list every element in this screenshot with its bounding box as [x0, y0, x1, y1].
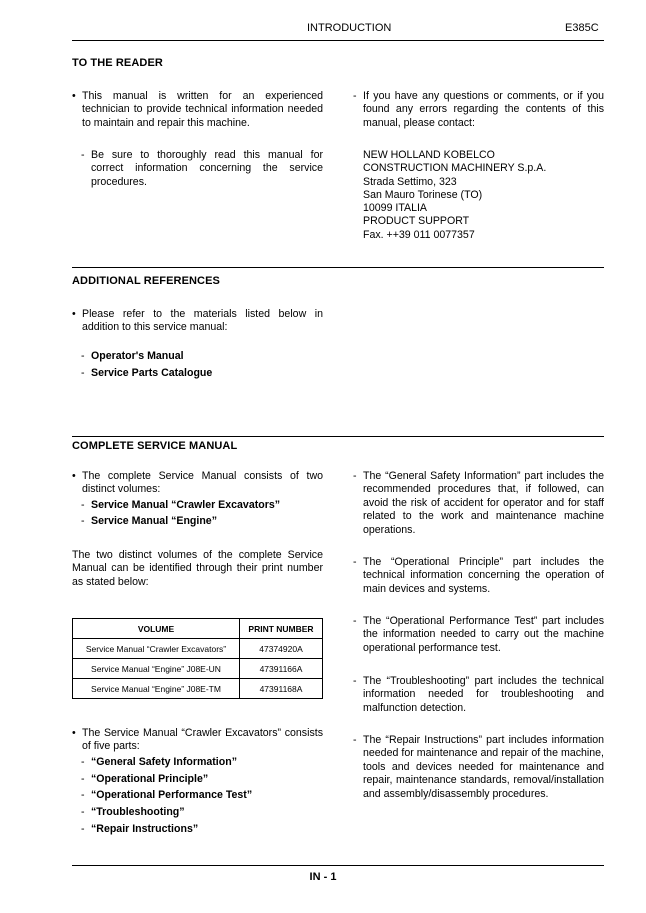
table-cell: 47374920A: [240, 639, 323, 659]
part-description-text: The “General Safety Information” part includes the recommended procedures that, if followed, can avoid the risk of accident for operator and for staff related to the work and maintenance machine operations.: [363, 470, 604, 536]
dash-marker: -: [81, 755, 85, 768]
list-item: Operator's Manual: [91, 350, 184, 362]
dash-marker: -: [353, 470, 357, 482]
table-cell: Service Manual “Engine” J08E-UN: [73, 659, 240, 679]
bullet-marker: •: [72, 470, 76, 482]
dash-marker: -: [81, 515, 85, 528]
bullet-marker: •: [72, 308, 76, 320]
parts-paragraph: [72, 727, 323, 837]
part-description: [353, 615, 604, 655]
reader-contact-text: If you have any questions or comments, or if you found any errors regarding the contents of this manual, please contact:: [363, 90, 604, 129]
identify-paragraph: The two distinct volumes of the complete Service Manual can be identified through their print number as stated below:: [72, 549, 323, 588]
part-description: [353, 470, 604, 537]
complete-intro: [72, 470, 323, 530]
dash-marker: -: [353, 734, 357, 746]
dash-marker: -: [81, 772, 85, 785]
reader-contact-paragraph: [353, 90, 604, 130]
dash-marker: -: [81, 149, 85, 161]
contact-line: 10099 ITALIA: [363, 202, 427, 215]
list-item: “Operational Principle”: [91, 772, 209, 785]
table-cell: Service Manual “Crawler Excavators”: [73, 639, 240, 659]
reader-read-text: Be sure to thoroughly read this manual for correct information concerning the service procedures.: [91, 149, 323, 188]
contact-address: [363, 149, 546, 242]
header-model: E385C: [565, 22, 599, 34]
table-header-row: [73, 619, 323, 639]
dash-marker: -: [353, 615, 357, 627]
header-rule: [72, 40, 604, 41]
section-heading-complete-service-manual: COMPLETE SERVICE MANUAL: [72, 440, 238, 452]
contact-line: Fax. ++39 011 0077357: [363, 228, 475, 241]
table-cell: Service Manual “Engine” J08E-TM: [73, 679, 240, 699]
part-description: [353, 734, 604, 801]
list-item: Service Parts Catalogue: [91, 366, 213, 379]
part-description-text: The “Troubleshooting” part includes the technical information needed for troubleshooting and malfunction detection.: [363, 675, 604, 714]
part-description-text: The “Operational Principle” part includes the technical information concerning the operation of main devices and systems.: [363, 556, 604, 595]
dash-marker: -: [81, 350, 85, 362]
dash-marker: -: [353, 90, 357, 102]
volume-table: [72, 618, 323, 699]
part-description-text: The “Repair Instructions” part includes information needed for maintenance and repair of the machine, tools and devices needed for maintenance and repair, maintenance standards, removal/installation and assembly/disassembly procedures.: [363, 734, 604, 800]
contact-line: PRODUCT SUPPORT: [363, 215, 470, 228]
section-heading-additional-references: ADDITIONAL REFERENCES: [72, 275, 220, 287]
table-row: [73, 639, 323, 659]
dash-marker: -: [81, 789, 85, 802]
column-header-print-number: PRINT NUMBER: [240, 619, 323, 639]
list-item: “Operational Performance Test”: [91, 789, 253, 802]
table-row: [73, 659, 323, 679]
part-description: [353, 556, 604, 596]
part-description: [353, 675, 604, 715]
dash-marker: -: [81, 366, 85, 379]
dash-marker: -: [81, 805, 85, 818]
reader-bullet-paragraph: [72, 90, 323, 130]
dash-marker: -: [81, 822, 85, 835]
footer-rule: [72, 865, 604, 866]
reader-dash-paragraph: [72, 149, 323, 189]
additional-intro: [72, 308, 323, 335]
part-description-text: The “Operational Performance Test” part includes the information needed to carry out the machine operational performance test.: [363, 615, 604, 654]
parts-intro-text: The Service Manual “Crawler Excavators” consists of five parts:: [82, 727, 323, 753]
dash-marker: -: [353, 556, 357, 568]
contact-line: CONSTRUCTION MACHINERY S.p.A.: [363, 162, 547, 175]
list-item: “Troubleshooting”: [91, 805, 185, 818]
section-rule: [72, 436, 604, 437]
table-cell: 47391168A: [240, 679, 323, 699]
list-item: Service Manual “Crawler Excavators”: [91, 498, 281, 511]
header-title: INTRODUCTION: [307, 22, 392, 34]
complete-intro-text: The complete Service Manual consists of two distinct volumes:: [82, 470, 323, 496]
dash-marker: -: [81, 498, 85, 511]
dash-marker: -: [353, 675, 357, 687]
additional-intro-text: Please refer to the materials listed below in addition to this service manual:: [82, 308, 323, 334]
bullet-marker: •: [72, 90, 76, 102]
additional-list: [72, 348, 323, 381]
contact-line: NEW HOLLAND KOBELCO: [363, 149, 495, 161]
list-item: Service Manual “Engine”: [91, 515, 217, 528]
contact-line: Strada Settimo, 323: [363, 175, 457, 188]
bullet-marker: •: [72, 727, 76, 739]
table-row: [73, 679, 323, 699]
section-rule: [72, 267, 604, 268]
contact-line: San Mauro Torinese (TO): [363, 188, 483, 201]
list-item: “General Safety Information”: [91, 755, 237, 768]
column-header-volume: VOLUME: [73, 619, 240, 639]
table-cell: 47391166A: [240, 659, 323, 679]
list-item: “Repair Instructions”: [91, 822, 199, 835]
section-heading-to-the-reader: TO THE READER: [72, 57, 163, 69]
page-number: IN - 1: [309, 871, 337, 883]
reader-intro-text: This manual is written for an experienced technician to provide technical information needed to maintain and repair this machine.: [82, 90, 323, 129]
